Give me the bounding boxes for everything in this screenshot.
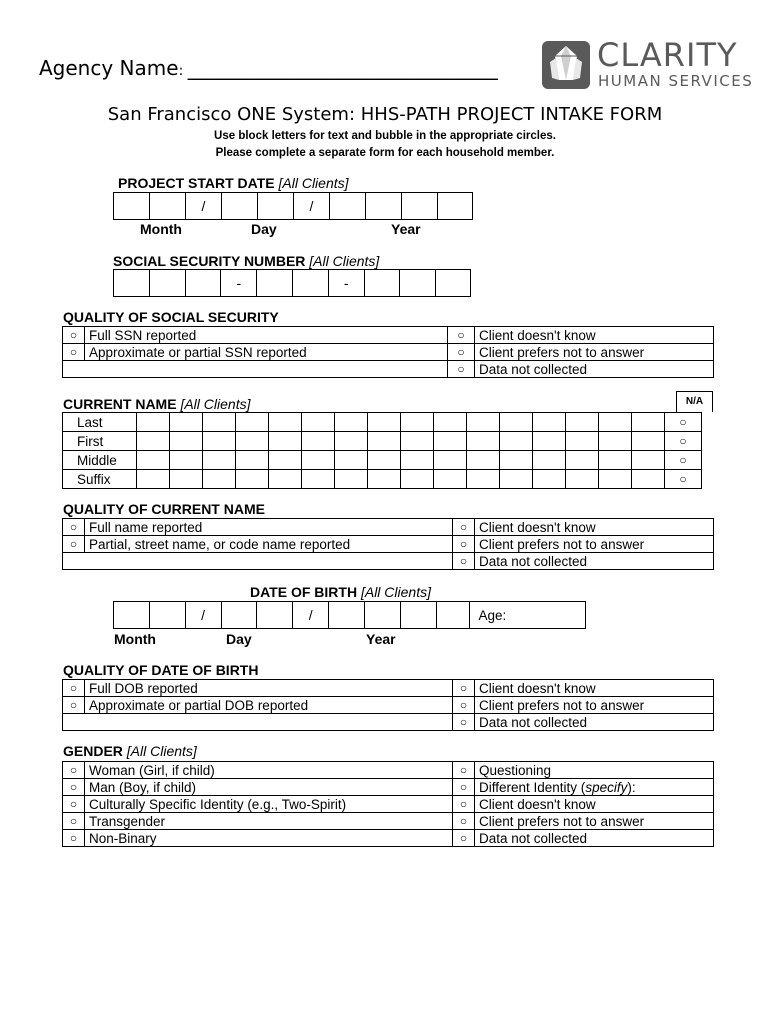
project-start-date-boxes[interactable] (113, 192, 473, 220)
bubble[interactable]: ○ (453, 813, 475, 830)
date-separator: / (186, 602, 222, 628)
name-row-first (63, 432, 702, 451)
bubble[interactable]: ○ (63, 536, 85, 553)
current-name-heading: CURRENT NAME [All Clients] (63, 396, 251, 412)
gender-heading: GENDER [All Clients] (63, 743, 197, 759)
name-row-middle (63, 451, 702, 470)
name-row-label: Suffix (63, 470, 137, 489)
bubble[interactable]: ○ (453, 830, 475, 847)
ssn-box[interactable] (293, 270, 329, 296)
option-label: Client doesn't know (475, 519, 714, 536)
month-label: Month (140, 221, 182, 237)
clarity-logo (541, 36, 754, 92)
name-quality-heading: QUALITY OF CURRENT NAME (63, 501, 265, 517)
date-separator: / (186, 193, 222, 219)
option-label: Client prefers not to answer (475, 536, 714, 553)
dob-quality-heading: QUALITY OF DATE OF BIRTH (63, 662, 259, 678)
option-label: Data not collected (475, 553, 714, 570)
project-start-date-heading: PROJECT START DATE [All Clients] (118, 175, 349, 191)
ssn-box[interactable] (365, 270, 401, 296)
bubble[interactable]: ○ (453, 536, 475, 553)
date-box[interactable] (114, 602, 150, 628)
year-label: Year (391, 221, 421, 237)
ssn-box[interactable] (436, 270, 470, 296)
bubble[interactable]: ○ (63, 779, 85, 796)
date-box[interactable] (438, 193, 472, 219)
bubble[interactable]: ○ (63, 762, 85, 779)
logo-title: CLARITY (597, 36, 738, 74)
option-label: Questioning (475, 762, 714, 779)
na-bubble[interactable]: ○ (665, 451, 702, 470)
dob-quality-options (62, 679, 714, 731)
date-box[interactable] (150, 193, 186, 219)
ssn-separator: - (329, 270, 365, 296)
option-label: Approximate or partial DOB reported (85, 697, 453, 714)
ssn-boxes[interactable] (113, 269, 471, 297)
option-label: Approximate or partial SSN reported (85, 344, 448, 361)
bubble[interactable]: ○ (448, 361, 475, 378)
date-box[interactable] (402, 193, 438, 219)
option-label: Man (Boy, if child) (85, 779, 453, 796)
date-separator: / (293, 602, 329, 628)
date-box[interactable] (401, 602, 437, 628)
age-field[interactable]: Age: (478, 607, 507, 623)
instruction-line-1: Use block letters for text and bubble in the appropriate circles. (214, 130, 556, 142)
logo-subtitle: HUMAN SERVICES (598, 72, 754, 90)
form-title: San Francisco ONE System: HHS-PATH PROJECT INTAKE FORM (107, 104, 663, 125)
year-label: Year (366, 631, 396, 647)
option-label: Non-Binary (85, 830, 453, 847)
agency-name-field[interactable]: Agency Name: _______________________________ (39, 56, 498, 80)
date-box[interactable] (257, 602, 293, 628)
option-label: Full SSN reported (85, 327, 448, 344)
name-quality-options (62, 518, 714, 570)
option-label: Client doesn't know (475, 680, 714, 697)
bubble[interactable]: ○ (63, 796, 85, 813)
date-box[interactable] (330, 193, 366, 219)
date-box[interactable] (437, 602, 471, 628)
dob-heading: DATE OF BIRTH [All Clients] (250, 584, 431, 600)
ssn-heading: SOCIAL SECURITY NUMBER [All Clients] (113, 253, 380, 269)
date-box[interactable] (366, 193, 402, 219)
bubble[interactable]: ○ (453, 697, 475, 714)
bubble[interactable]: ○ (453, 553, 475, 570)
agency-name-label: Agency Name (39, 56, 179, 80)
gender-options (62, 761, 714, 847)
ssn-box[interactable] (257, 270, 293, 296)
option-label: Partial, street name, or code name reported (85, 536, 453, 553)
bubble[interactable]: ○ (453, 779, 475, 796)
option-label: Client prefers not to answer (475, 697, 714, 714)
date-box[interactable] (222, 193, 258, 219)
name-row-label: Last (63, 413, 137, 432)
day-label: Day (226, 631, 252, 647)
bubble[interactable]: ○ (453, 796, 475, 813)
na-bubble[interactable]: ○ (665, 470, 702, 489)
na-header: N/A (676, 391, 713, 412)
bubble[interactable]: ○ (63, 519, 85, 536)
bubble[interactable]: ○ (63, 680, 85, 697)
bubble[interactable]: ○ (63, 830, 85, 847)
current-name-grid (62, 412, 702, 489)
option-label: Transgender (85, 813, 453, 830)
bubble[interactable]: ○ (63, 327, 85, 344)
na-bubble[interactable]: ○ (665, 413, 702, 432)
ssn-quality-heading: QUALITY OF SOCIAL SECURITY (63, 309, 279, 325)
crystal-icon (541, 40, 591, 90)
ssn-box[interactable] (114, 270, 150, 296)
date-separator: / (294, 193, 330, 219)
bubble[interactable]: ○ (63, 697, 85, 714)
option-label: Culturally Specific Identity (e.g., Two-Spirit) (85, 796, 453, 813)
day-label: Day (251, 221, 277, 237)
date-box[interactable] (114, 193, 150, 219)
bubble[interactable]: ○ (453, 762, 475, 779)
option-label: Full name reported (85, 519, 453, 536)
option-label: Data not collected (475, 361, 714, 378)
bubble[interactable]: ○ (448, 327, 475, 344)
bubble[interactable]: ○ (453, 714, 475, 731)
option-label: Data not collected (475, 714, 714, 731)
dob-boxes[interactable] (113, 601, 586, 629)
instruction-line-2: Please complete a separate form for each household member. (215, 147, 555, 159)
month-label: Month (114, 631, 156, 647)
option-label: Client prefers not to answer (475, 344, 714, 361)
date-box[interactable] (365, 602, 401, 628)
name-row-label: First (63, 432, 137, 451)
option-label: Woman (Girl, if child) (85, 762, 453, 779)
bubble[interactable]: ○ (453, 680, 475, 697)
date-box[interactable] (329, 602, 365, 628)
option-label: Client doesn't know (475, 327, 714, 344)
name-row-label: Middle (63, 451, 137, 470)
option-label: Client prefers not to answer (475, 813, 714, 830)
option-label: Full DOB reported (85, 680, 453, 697)
option-label: Data not collected (475, 830, 714, 847)
bubble[interactable]: ○ (453, 519, 475, 536)
name-row-suffix (63, 470, 702, 489)
bubble[interactable]: ○ (448, 344, 475, 361)
ssn-box[interactable] (400, 270, 436, 296)
date-box[interactable] (150, 602, 186, 628)
date-box[interactable] (258, 193, 294, 219)
ssn-quality-options (62, 326, 714, 378)
name-row-last (63, 413, 702, 432)
date-box[interactable] (222, 602, 258, 628)
bubble[interactable]: ○ (63, 344, 85, 361)
ssn-box[interactable] (186, 270, 222, 296)
option-label: Client doesn't know (475, 796, 714, 813)
option-label: Different Identity (specify): (475, 779, 714, 796)
ssn-separator: - (221, 270, 257, 296)
na-bubble[interactable]: ○ (665, 432, 702, 451)
ssn-box[interactable] (150, 270, 186, 296)
agency-name-blank[interactable]: _______________________________ (187, 56, 498, 80)
bubble[interactable]: ○ (63, 813, 85, 830)
